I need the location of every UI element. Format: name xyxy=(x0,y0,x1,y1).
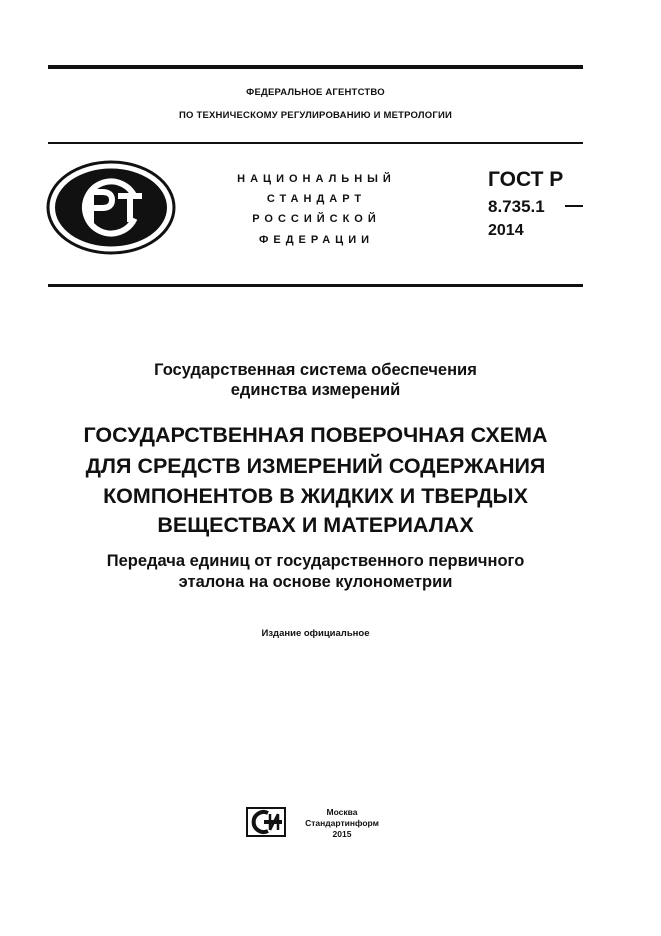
system-title-line-2: единства измерений xyxy=(230,381,401,399)
standartinform-logo-icon xyxy=(246,807,286,837)
subtitle-line-1: Передача единиц от государственного первичного xyxy=(106,552,525,570)
agency-line-1: ФЕДЕРАЛЬНОЕ АГЕНТСТВО xyxy=(246,87,385,98)
standard-type-line-1: НАЦИОНАЛЬНЫЙ xyxy=(237,173,396,185)
subtitle-line-2: эталона на основе кулонометрии xyxy=(178,573,453,591)
gost-number: 8.735.1 xyxy=(488,197,545,216)
main-title-line-1: ГОСУДАРСТВЕННАЯ ПОВЕРОЧНАЯ СХЕМА xyxy=(83,423,548,447)
publisher-city: Москва xyxy=(326,807,358,817)
main-title-line-2: ДЛЯ СРЕДСТВ ИЗМЕРЕНИЙ СОДЕРЖАНИЯ xyxy=(85,454,546,478)
edition-label: Издание официальное xyxy=(261,628,370,639)
rst-certification-mark-icon xyxy=(46,160,176,255)
designation-dash xyxy=(565,205,583,207)
main-title-line-3: КОМПОНЕНТОВ В ЖИДКИХ И ТВЕРДЫХ xyxy=(103,484,528,508)
main-title-line-4: ВЕЩЕСТВАХ И МАТЕРИАЛАХ xyxy=(157,513,474,537)
agency-line-2: ПО ТЕХНИЧЕСКОМУ РЕГУЛИРОВАНИЮ И МЕТРОЛОГИИ xyxy=(179,110,452,121)
publisher-year: 2015 xyxy=(332,829,352,839)
system-title-line-1: Государственная система обеспечения xyxy=(154,361,477,379)
standard-type-line-3: РОССИЙСКОЙ xyxy=(252,213,381,225)
header-rule xyxy=(48,142,583,144)
standard-type-line-2: СТАНДАРТ xyxy=(266,193,367,205)
title-block-rule xyxy=(48,284,583,287)
gost-prefix: ГОСТ Р xyxy=(488,168,564,191)
standard-type-line-4: ФЕДЕРАЦИИ xyxy=(258,234,375,246)
gost-year: 2014 xyxy=(488,222,524,239)
publisher-name: Стандартинформ xyxy=(305,818,379,828)
top-rule xyxy=(48,65,583,69)
